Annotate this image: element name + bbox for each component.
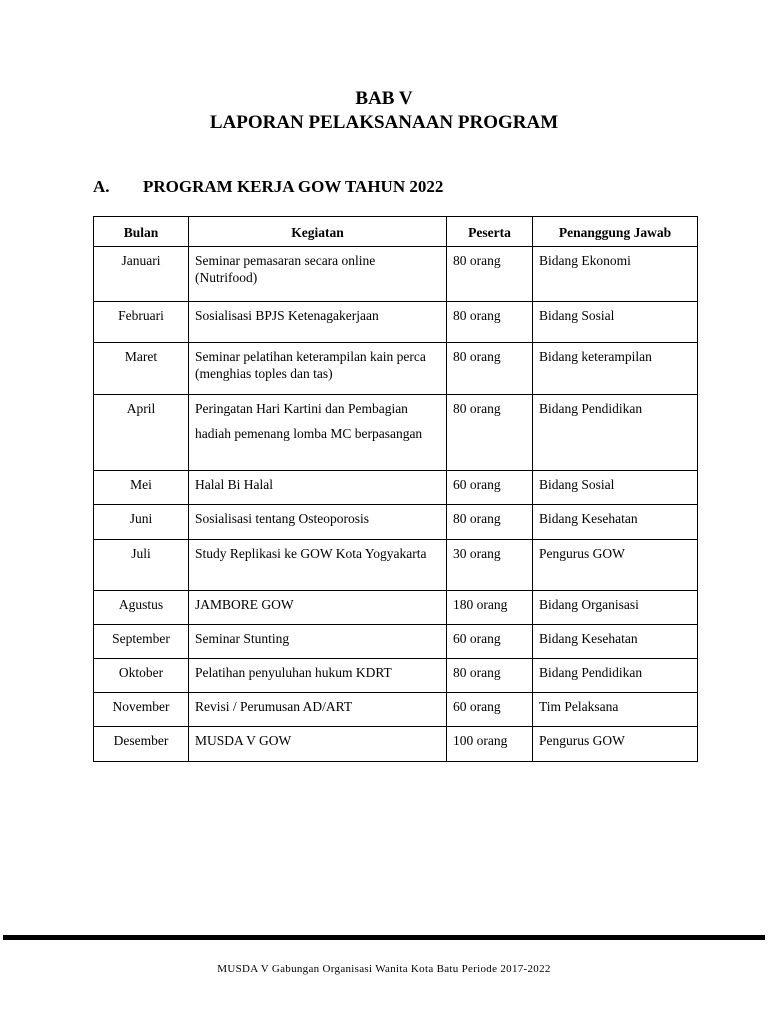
- cell-bulan: September: [94, 625, 189, 659]
- cell-bulan: April: [94, 395, 189, 471]
- table-row: [94, 625, 698, 659]
- cell-kegiatan: Halal Bi Halal: [189, 471, 447, 505]
- cell-peserta: 80 orang: [447, 659, 533, 693]
- cell-penanggung-jawab: Bidang keterampilan: [533, 343, 698, 395]
- table-row: [94, 247, 698, 302]
- cell-peserta: 80 orang: [447, 343, 533, 395]
- table-row: [94, 591, 698, 625]
- cell-penanggung-jawab: Bidang Pendidikan: [533, 659, 698, 693]
- cell-penanggung-jawab: Tim Pelaksana: [533, 693, 698, 727]
- cell-bulan: Desember: [94, 727, 189, 762]
- cell-kegiatan: MUSDA V GOW: [189, 727, 447, 762]
- cell-peserta: 180 orang: [447, 591, 533, 625]
- cell-kegiatan: Seminar Stunting: [189, 625, 447, 659]
- cell-peserta: 80 orang: [447, 395, 533, 471]
- table-row: [94, 505, 698, 540]
- table-row: [94, 471, 698, 505]
- table-row: [94, 302, 698, 343]
- cell-bulan: Juni: [94, 505, 189, 540]
- cell-kegiatan: Study Replikasi ke GOW Kota Yogyakarta: [189, 540, 447, 591]
- header-penanggung-jawab: Penanggung Jawab: [533, 217, 698, 247]
- section-title: PROGRAM KERJA GOW TAHUN 2022: [143, 177, 444, 196]
- page-footer: MUSDA V Gabungan Organisasi Wanita Kota Batu Periode 2017-2022: [217, 963, 551, 975]
- cell-kegiatan: Sosialisasi BPJS Ketenagakerjaan: [189, 302, 447, 343]
- cell-penanggung-jawab: Bidang Sosial: [533, 302, 698, 343]
- cell-bulan: Maret: [94, 343, 189, 395]
- cell-penanggung-jawab: Bidang Kesehatan: [533, 625, 698, 659]
- footer-divider: [3, 935, 765, 940]
- section-letter: A.: [93, 177, 110, 196]
- header-kegiatan: Kegiatan: [189, 217, 447, 247]
- section-heading: [93, 177, 443, 197]
- cell-penanggung-jawab: Pengurus GOW: [533, 727, 698, 762]
- cell-kegiatan: Sosialisasi tentang Osteoporosis: [189, 505, 447, 540]
- header-bulan: Bulan: [94, 217, 189, 247]
- table-row: [94, 727, 698, 762]
- cell-penanggung-jawab: Bidang Kesehatan: [533, 505, 698, 540]
- cell-bulan: Februari: [94, 302, 189, 343]
- cell-kegiatan: Revisi / Perumusan AD/ART: [189, 693, 447, 727]
- cell-bulan: Oktober: [94, 659, 189, 693]
- cell-peserta: 30 orang: [447, 540, 533, 591]
- cell-kegiatan: [189, 395, 447, 471]
- cell-peserta: 100 orang: [447, 727, 533, 762]
- cell-peserta: 80 orang: [447, 302, 533, 343]
- program-table: [93, 216, 698, 762]
- table-row: [94, 395, 698, 471]
- cell-bulan: Agustus: [94, 591, 189, 625]
- cell-peserta: 80 orang: [447, 247, 533, 302]
- table-row: [94, 659, 698, 693]
- cell-peserta: 60 orang: [447, 693, 533, 727]
- table-row: [94, 540, 698, 591]
- cell-bulan: Juli: [94, 540, 189, 591]
- cell-bulan: Januari: [94, 247, 189, 302]
- cell-penanggung-jawab: Bidang Ekonomi: [533, 247, 698, 302]
- chapter-heading: BAB V: [355, 88, 413, 109]
- table-header-row: [94, 217, 698, 247]
- cell-kegiatan-text: Peringatan Hari Kartini dan Pembagian hadiah pemenang lomba MC berpasangan: [195, 401, 423, 441]
- table-row: [94, 343, 698, 395]
- cell-penanggung-jawab: Bidang Organisasi: [533, 591, 698, 625]
- cell-penanggung-jawab: Bidang Sosial: [533, 471, 698, 505]
- cell-peserta: 60 orang: [447, 471, 533, 505]
- table-row: [94, 693, 698, 727]
- cell-penanggung-jawab: Pengurus GOW: [533, 540, 698, 591]
- chapter-title: LAPORAN PELAKSANAAN PROGRAM: [209, 112, 559, 133]
- cell-peserta: 60 orang: [447, 625, 533, 659]
- cell-bulan: Mei: [94, 471, 189, 505]
- cell-peserta: 80 orang: [447, 505, 533, 540]
- cell-penanggung-jawab: Bidang Pendidikan: [533, 395, 698, 471]
- cell-kegiatan: Pelatihan penyuluhan hukum KDRT: [189, 659, 447, 693]
- cell-kegiatan: Seminar pelatihan keterampilan kain perca (menghias toples dan tas): [189, 343, 447, 395]
- cell-bulan: November: [94, 693, 189, 727]
- cell-kegiatan: Seminar pemasaran secara online (Nutrifood): [189, 247, 447, 302]
- cell-kegiatan: JAMBORE GOW: [189, 591, 447, 625]
- header-peserta: Peserta: [447, 217, 533, 247]
